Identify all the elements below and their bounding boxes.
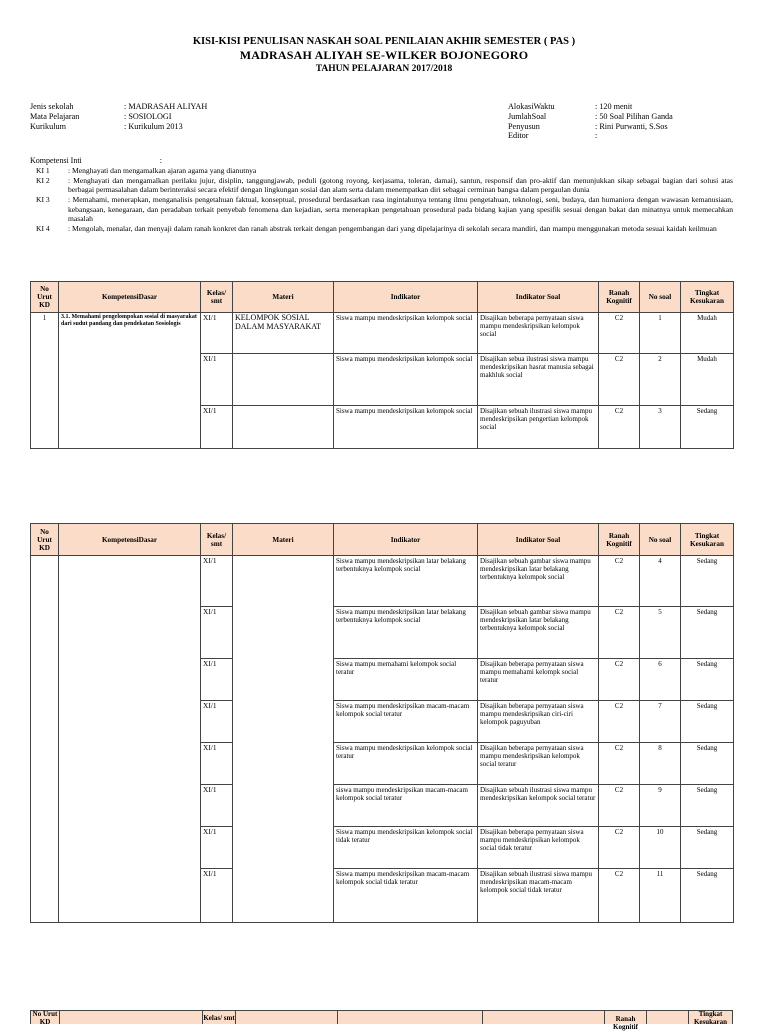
no-urut-cell: 1 [31, 313, 59, 449]
meta-label: JumlahSoal [508, 111, 547, 121]
col-no-urut-kd: No Urut KD [31, 524, 59, 556]
indikator-cell: Siswa mampu mendeskripsikan kelompok social [334, 406, 478, 449]
col-kompetensi-dasar [60, 1011, 203, 1024]
kelas-cell: XI/1 [201, 313, 233, 354]
tingkat-cell: Sedang [681, 827, 734, 869]
col-indikator: Indikator [334, 282, 478, 313]
ranah-cell: C2 [599, 743, 640, 785]
no-soal-cell: 10 [640, 827, 681, 869]
kelas-cell: XI/1 [201, 406, 233, 449]
tingkat-cell: Sedang [681, 659, 734, 701]
materi-cell: KELOMPOK SOSIAL DALAM MASYARAKAT [233, 313, 334, 354]
meta-label: Mata Pelajaran [30, 111, 80, 121]
col-kompetensi-dasar: KompetensiDasar [59, 524, 201, 556]
tingkat-cell: Sedang [681, 607, 734, 659]
meta-value: : Kurikulum 2013 [124, 121, 183, 131]
no-soal-cell: 2 [640, 354, 681, 406]
col-tingkat-kesukaran: Tingkat Kesukaran [693, 1010, 728, 1026]
col-indikator-soal: Indikator Soal [478, 282, 599, 313]
materi-cell [233, 556, 334, 923]
ki-code: KI 1 [36, 166, 50, 175]
kelas-cell: XI/1 [201, 743, 233, 785]
col-indikator-soal [483, 1011, 605, 1024]
indikator-cell: Siswa mampu memahami kelompok social teratur [334, 659, 478, 701]
kompetensi-inti-heading [30, 156, 162, 165]
ki-code: KI 3 [36, 195, 50, 205]
kompetensi-dasar-cell [59, 556, 201, 923]
indikator-soal-cell: Disajikan beberapa pernyataan siswa mampu memahami kelompk social teratur [478, 659, 599, 701]
school-title: MADRASAH ALIYAH SE-WILKER BOJONEGORO [239, 48, 529, 62]
tingkat-cell: Sedang [681, 869, 734, 923]
tingkat-cell: Sedang [681, 406, 734, 449]
indikator-cell: Siswa mampu mendeskripsikan kelompok social [334, 313, 478, 354]
ki-text: : Menghayati dan mengamalkan perilaku jujur, disiplin, tanggungjawab, peduli (gotong royong, kerjasama, toleran, damai), santun, responsif dan pro-aktif dan menunjukkan sikap sebagai bagian dari solusi atas berbagai permasalahan dalam berinteraksi secara efektif dengan lingkungan sosial dan alam serta dalam menempatkan diri sebagai cerminan bangsa dalam pergaulan dunia [68, 176, 733, 195]
meta-label: Kurikulum [30, 121, 66, 131]
ranah-cell: C2 [599, 354, 640, 406]
meta-right [508, 102, 673, 141]
indikator-cell: siswa mampu mendeskripsikan macam-macam kelompok social teratur [334, 785, 478, 827]
meta-label: Penyusun [508, 121, 540, 131]
kelas-cell: XI/1 [201, 659, 233, 701]
ki-text: : Menghayati dan mengamalkan ajaran agama yang dianutnya [68, 166, 733, 175]
ranah-cell: C2 [599, 785, 640, 827]
col-ranah-kognitif: Ranah Kognitif [599, 524, 640, 556]
indikator-soal-cell: Disajikan beberapa pernyataan siswa mampu mendeskripsikan kelompok social [478, 313, 599, 354]
tingkat-cell: Sedang [681, 743, 734, 785]
no-urut-cell [31, 556, 59, 923]
no-soal-cell: 7 [640, 701, 681, 743]
indikator-soal-cell: Disajikan sebuah ilustrasi siswa mampu mendeskripsikan kelompok social teratur [478, 785, 599, 827]
meta-value: : 120 menit [595, 102, 633, 111]
indikator-cell: Siswa mampu mendeskripsikan kelompok social [334, 354, 478, 406]
ranah-cell: C2 [599, 701, 640, 743]
meta-value: : 50 Soal Pilihan Ganda [595, 111, 673, 121]
kisi-table-2 [30, 523, 734, 923]
meta-row [508, 112, 673, 122]
col-indikator [338, 1011, 483, 1024]
indikator-soal-cell: Disajikan sebuah gambar siswa mampu mendeskripsikan latar belakang terbentuknya kelompok social [478, 607, 599, 659]
indikator-cell: Siswa mampu mendeskripsikan macam-macam kelompok social teratur [334, 701, 478, 743]
col-materi: Materi [233, 282, 334, 313]
indikator-soal-cell: Disajikan beberapa pernyataan siswa mampu mendeskripsikan kelompok social tidak teratur [478, 827, 599, 869]
tingkat-cell: Sedang [681, 701, 734, 743]
meta-label: Jenis sekolah [30, 102, 74, 111]
ki-code: KI 2 [36, 175, 50, 185]
meta-value: : [595, 131, 598, 141]
no-soal-cell: 11 [640, 869, 681, 923]
col-kelas: Kelas/ smt [201, 282, 233, 313]
kisi-table-1 [30, 281, 734, 449]
ki-item [30, 224, 733, 233]
col-no-urut-kd: No Urut KD [31, 282, 59, 313]
col-no-soal [647, 1011, 689, 1024]
meta-row [30, 112, 207, 122]
ki-item [30, 166, 733, 175]
col-kelas: Kelas/ smt [203, 1011, 236, 1024]
col-no-urut-kd: No Urut KD [31, 1011, 60, 1024]
col-tingkat-kesukaran: Tingkat Kesukaran [681, 282, 734, 313]
meta-row [30, 122, 207, 132]
col-ranah-kognitif: Ranah Kognitif [599, 282, 640, 313]
indikator-soal-cell: Disajikan sebuah gambar siswa mampu mendeskripsikan latar belakang terbentuknya kelompok social [478, 556, 599, 607]
ki-text: : Memahami, menerapkan, menganalisis pengetahuan faktual, konseptual, prosedural berdasarkan rasa ingintahunya tentang ilmu pengetahuan, teknologi, seni, budaya, dan humaniora dengan wawasan kemanusiaan, kebangsaan, kenegaraan, dan peradaban terkait penyebab fenomena dan kejadian, serta menerapkan pengetahuan prosedural pada bidang kajian yang spesifik sesuai dengan bakat dan minatnya untuk memecahkan masalah [68, 195, 733, 223]
no-soal-cell: 6 [640, 659, 681, 701]
indikator-cell: Siswa mampu mendeskripsikan kelompok social teratur [334, 743, 478, 785]
ki-item [30, 195, 733, 223]
ranah-cell: C2 [599, 659, 640, 701]
tingkat-cell: Mudah [681, 354, 734, 406]
meta-row [508, 131, 673, 141]
col-kompetensi-dasar: KompetensiDasar [59, 282, 201, 313]
no-soal-cell: 3 [640, 406, 681, 449]
meta-row [508, 122, 673, 132]
kelas-cell: XI/1 [201, 556, 233, 607]
ki-heading-colon: : [159, 156, 163, 165]
ki-text: : Mengolah, menalar, dan menyaji dalam ranah konkret dan ranah abstrak terkait dengan pengembangan dari yang dipelajarinya di sekolah secara mandiri, dan mampu menggunakan metoda sesuai kaidah keilmuan [68, 224, 733, 233]
ranah-cell: C2 [599, 827, 640, 869]
kelas-cell: XI/1 [201, 701, 233, 743]
no-soal-cell: 8 [640, 743, 681, 785]
ranah-cell: C2 [599, 406, 640, 449]
materi-cell [233, 406, 334, 449]
no-soal-cell: 4 [640, 556, 681, 607]
col-materi: Materi [233, 524, 334, 556]
tingkat-cell: Sedang [681, 785, 734, 827]
col-materi [236, 1011, 338, 1024]
indikator-cell: Siswa mampu mendeskripsikan latar belakang terbentuknya kelompok social [334, 556, 478, 607]
indikator-soal-cell: Disajikan sebua ilustrasi siswa mampu mendeskripsikan hasrat manusia sebagai makhluk social [478, 354, 599, 406]
ki-code: KI 4 [36, 223, 50, 233]
tingkat-cell: Mudah [681, 313, 734, 354]
table-row [31, 313, 734, 354]
ranah-cell: C2 [599, 556, 640, 607]
kompetensi-dasar-cell: 3.1. Memahami pengelompokan sosial di masyarakat dari sudut pandang dan pendekatan Sosiologis [59, 313, 201, 449]
meta-value: : Rini Purwanti, S.Sos [595, 121, 668, 131]
doc-title: KISI-KISI PENULISAN NASKAH SOAL PENILAIAN AKHIR SEMESTER ( PAS ) [192, 36, 576, 47]
meta-value: : SOSIOLOGI [124, 111, 172, 121]
indikator-soal-cell: Disajikan sebuah ilustrasi siswa mampu mendeskripsikan pengertian kelompok social [478, 406, 599, 449]
meta-row [30, 102, 207, 112]
table-row [31, 556, 734, 607]
indikator-cell: Siswa mampu mendeskripsikan latar belakang terbentuknya kelompok social [334, 607, 478, 659]
no-soal-cell: 5 [640, 607, 681, 659]
kelas-cell: XI/1 [201, 607, 233, 659]
indikator-soal-cell: Disajikan beberapa pernyataan siswa mampu mendeskripsikan ciri-ciri kelompok paguyuban [478, 701, 599, 743]
no-soal-cell: 1 [640, 313, 681, 354]
kompetensi-inti-list [30, 166, 733, 234]
indikator-soal-cell: Disajikan beberapa pernyataan siswa mampu mendeskripsikan kelompok social teratur [478, 743, 599, 785]
materi-cell [233, 354, 334, 406]
meta-row [508, 102, 673, 112]
col-indikator: Indikator [334, 524, 478, 556]
col-tingkat-kesukaran: Tingkat Kesukaran [681, 524, 734, 556]
no-soal-cell: 9 [640, 785, 681, 827]
ranah-cell: C2 [599, 313, 640, 354]
meta-value: : MADRASAH ALIYAH [124, 102, 208, 111]
tingkat-cell: Sedang [681, 556, 734, 607]
col-no-soal: No soal [640, 524, 681, 556]
ki-heading-label: Kompetensi Inti [30, 156, 82, 165]
col-kelas: Kelas/ smt [201, 524, 233, 556]
kelas-cell: XI/1 [201, 827, 233, 869]
kelas-cell: XI/1 [201, 785, 233, 827]
col-indikator-soal: Indikator Soal [478, 524, 599, 556]
meta-label: Editor [508, 131, 529, 141]
meta-label: AlokasiWaktu [508, 102, 555, 111]
col-no-soal: No soal [640, 282, 681, 313]
ranah-cell: C2 [599, 607, 640, 659]
col-ranah-kognitif: Ranah Kognitif [605, 1011, 647, 1024]
kisi-table-3-top [30, 1010, 733, 1031]
year-title: TAHUN PELAJARAN 2017/2018 [315, 64, 453, 74]
indikator-soal-cell: Disajikan sebuah ilustrasi siswa mampu mendeskripsikan macam-macam kelompok social tidak teratur [478, 869, 599, 923]
meta-left [30, 102, 207, 131]
kelas-cell: XI/1 [201, 869, 233, 923]
ki-item [30, 176, 733, 195]
kelas-cell: XI/1 [201, 354, 233, 406]
ranah-cell: C2 [599, 869, 640, 923]
indikator-cell: Siswa mampu mendeskripsikan kelompok social tidak teratur [334, 827, 478, 869]
indikator-cell: Siswa mampu mendeskripsikan macam-macam kelompok social tidak teratur [334, 869, 478, 923]
